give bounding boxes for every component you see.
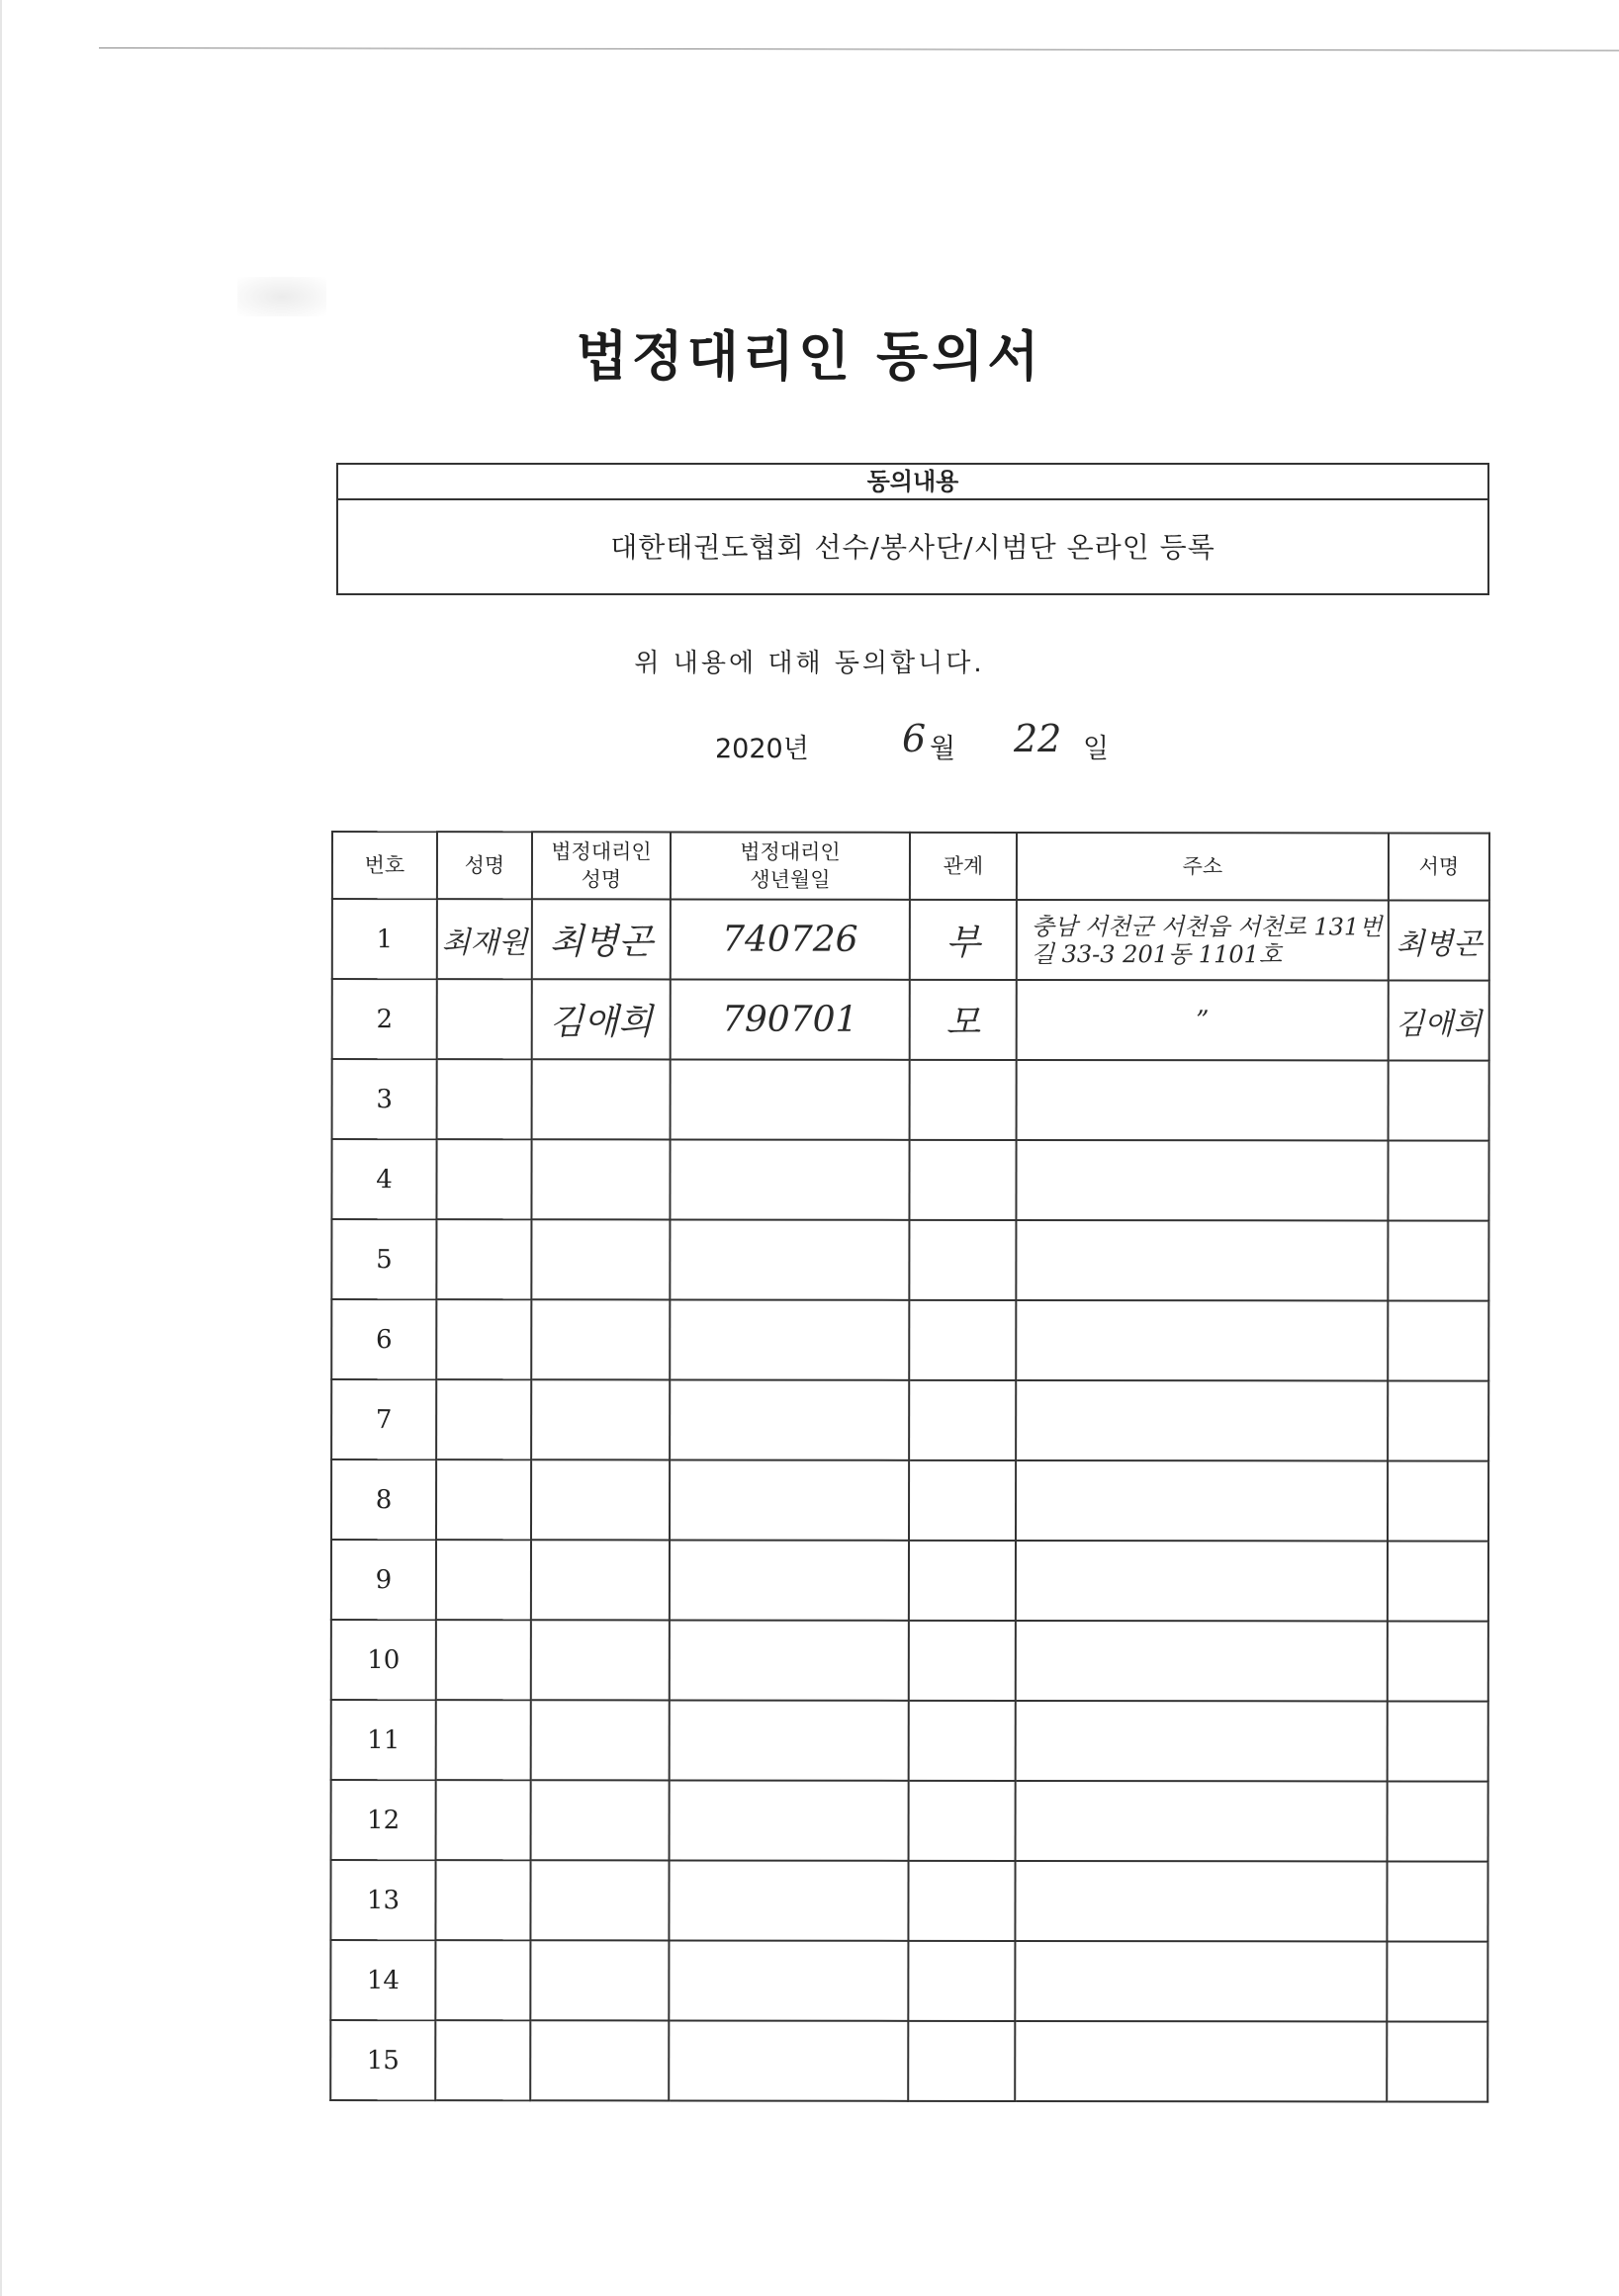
cell-relation	[909, 1380, 1016, 1460]
table-row	[331, 1379, 1488, 1461]
cell-guardian-name	[531, 1379, 670, 1459]
cell-guardian-birth	[670, 1620, 909, 1700]
header-no: 번호	[332, 832, 437, 899]
cell-address	[1016, 1621, 1388, 1702]
cell-name	[436, 1620, 531, 1700]
cell-no: 13	[330, 1860, 435, 1940]
cell-guardian-birth	[670, 1540, 909, 1620]
cell-address	[1015, 1941, 1387, 2022]
scan-smudge	[237, 277, 326, 316]
table-row	[331, 1620, 1488, 1702]
cell-no: 2	[332, 979, 437, 1059]
cell-guardian-name	[531, 1459, 670, 1540]
cell-address: ”	[1017, 980, 1389, 1061]
cell-address	[1017, 1060, 1389, 1141]
cell-guardian-birth	[671, 1059, 910, 1139]
header-guardian-birth-line1: 법정대리인	[740, 839, 841, 864]
cell-signature	[1388, 1380, 1488, 1460]
cell-signature	[1388, 1300, 1488, 1380]
cell-signature	[1388, 1220, 1488, 1300]
cell-address: 충남 서천군 서천읍 서천로 131번길 33-3 201동 1101호	[1017, 900, 1389, 981]
cell-guardian-birth	[670, 1700, 909, 1780]
cell-guardian-name: 김애희	[532, 979, 671, 1059]
date-day-label: 일	[1083, 734, 1110, 764]
table-row	[332, 979, 1489, 1061]
cell-signature	[1387, 1861, 1487, 1941]
table-row	[331, 1299, 1488, 1381]
table-row	[330, 1940, 1487, 2022]
cell-relation	[909, 1220, 1016, 1300]
cell-no: 7	[331, 1379, 436, 1459]
cell-address	[1016, 1701, 1388, 1782]
consent-box	[336, 463, 1489, 595]
cell-guardian-name	[531, 1700, 670, 1780]
consent-content: 대한태권도협회 선수/봉사단/시범단 온라인 등록	[610, 531, 1215, 564]
cell-no: 4	[331, 1139, 436, 1219]
cell-relation	[909, 1701, 1016, 1781]
cell-no: 11	[331, 1700, 436, 1780]
header-guardian-name-line1: 법정대리인	[551, 839, 652, 864]
cell-relation: 부	[910, 900, 1017, 980]
cell-no: 5	[331, 1219, 436, 1299]
cell-signature	[1388, 1701, 1488, 1781]
table-row	[332, 1059, 1489, 1141]
cell-guardian-name	[531, 1780, 670, 1860]
table-row	[332, 899, 1489, 981]
table-row	[331, 1219, 1488, 1301]
cell-address	[1016, 1300, 1388, 1381]
cell-signature	[1388, 1460, 1488, 1541]
cell-guardian-name	[530, 1860, 669, 1940]
cell-signature	[1388, 1781, 1488, 1861]
cell-no: 12	[331, 1780, 436, 1860]
date-month-value: 6	[902, 717, 927, 760]
cell-guardian-birth	[670, 1219, 909, 1299]
table-row	[331, 1780, 1488, 1862]
cell-relation	[908, 1861, 1015, 1941]
table-header-row	[332, 832, 1489, 901]
cell-guardian-birth	[669, 2020, 908, 2100]
cell-signature: 김애희	[1389, 980, 1489, 1060]
cell-address	[1015, 1861, 1387, 1942]
cell-guardian-birth	[670, 1780, 909, 1860]
cell-no: 3	[332, 1059, 437, 1139]
cell-relation	[909, 1781, 1016, 1861]
cell-guardian-name	[531, 1139, 670, 1219]
cell-name	[436, 1139, 531, 1219]
header-guardian-birth-line2: 생년월일	[750, 867, 831, 892]
cell-guardian-name	[531, 1540, 670, 1620]
top-rule-line	[99, 47, 1619, 51]
cell-signature	[1387, 2021, 1487, 2101]
cell-relation	[910, 1060, 1017, 1140]
cell-no: 9	[331, 1540, 436, 1620]
cell-address	[1016, 1460, 1388, 1542]
cell-address	[1016, 1380, 1388, 1461]
header-guardian-name-line2: 성명	[581, 867, 622, 892]
cell-name	[436, 1780, 531, 1860]
cell-name	[436, 1299, 531, 1379]
cell-address	[1015, 2021, 1387, 2102]
cell-signature	[1387, 1941, 1487, 2021]
header-signature: 서명	[1389, 833, 1489, 900]
cell-name: 최재원	[437, 899, 532, 979]
cell-guardian-birth	[669, 1940, 908, 2020]
document-title: 법정대리인 동의서	[576, 325, 1043, 388]
table-row	[331, 1139, 1488, 1221]
cell-no: 1	[332, 899, 437, 979]
cell-name	[435, 1940, 530, 2020]
cell-guardian-birth	[670, 1459, 909, 1540]
cell-relation	[908, 1941, 1015, 2021]
cell-address	[1016, 1140, 1388, 1221]
cell-guardian-birth	[670, 1139, 909, 1219]
table-row	[331, 1700, 1488, 1782]
table-row	[330, 1860, 1487, 1942]
cell-guardian-name: 최병곤	[532, 899, 671, 979]
agreement-text: 위 내용에 대해 동의합니다.	[634, 649, 985, 678]
table-row	[330, 2020, 1487, 2102]
cell-name	[435, 1860, 530, 1940]
cell-signature	[1389, 1060, 1489, 1140]
cell-no: 6	[331, 1299, 436, 1379]
cell-name	[436, 1700, 531, 1780]
cell-relation	[909, 1541, 1016, 1621]
cell-no: 10	[331, 1620, 436, 1700]
cell-guardian-name	[531, 1620, 670, 1700]
header-address: 주소	[1017, 833, 1389, 901]
date-month-label: 월	[930, 734, 956, 764]
cell-guardian-birth	[670, 1379, 909, 1459]
table-row	[331, 1540, 1488, 1622]
date-year: 2020년	[715, 734, 809, 764]
cell-relation	[908, 2021, 1015, 2101]
cell-address	[1016, 1220, 1388, 1301]
cell-name	[436, 1379, 531, 1459]
cell-guardian-name	[530, 2020, 669, 2100]
cell-no: 15	[330, 2020, 435, 2100]
consent-heading: 동의내용	[338, 465, 1487, 500]
cell-name	[437, 979, 532, 1059]
cell-name	[436, 1540, 531, 1620]
cell-name	[435, 2020, 530, 2100]
cell-relation	[909, 1140, 1016, 1220]
cell-no: 8	[331, 1459, 436, 1540]
header-guardian-birth	[671, 832, 910, 899]
cell-signature: 최병곤	[1389, 900, 1489, 980]
cell-address	[1016, 1541, 1388, 1622]
header-name: 성명	[437, 832, 532, 899]
cell-signature	[1388, 1621, 1488, 1701]
cell-guardian-name	[531, 1219, 670, 1299]
cell-guardian-name	[531, 1299, 670, 1379]
cell-no: 14	[330, 1940, 435, 2020]
cell-guardian-birth	[670, 1299, 909, 1379]
cell-guardian-birth	[669, 1860, 908, 1940]
cell-guardian-birth: 790701	[671, 979, 910, 1059]
cell-signature	[1388, 1541, 1488, 1621]
header-relation: 관계	[910, 833, 1017, 900]
cell-signature	[1388, 1140, 1488, 1220]
guardian-table	[329, 831, 1490, 2103]
cell-name	[436, 1219, 531, 1299]
cell-address	[1016, 1781, 1388, 1862]
date-day-value: 22	[1014, 717, 1062, 760]
cell-guardian-birth: 740726	[671, 899, 910, 979]
cell-name	[436, 1459, 531, 1540]
cell-relation	[909, 1460, 1016, 1541]
cell-relation	[909, 1621, 1016, 1701]
cell-guardian-name	[532, 1059, 671, 1139]
header-guardian-name	[532, 832, 671, 899]
cell-relation: 모	[910, 980, 1017, 1060]
cell-relation	[909, 1300, 1016, 1380]
cell-guardian-name	[530, 1940, 669, 2020]
table-row	[331, 1459, 1488, 1542]
cell-name	[437, 1059, 532, 1139]
